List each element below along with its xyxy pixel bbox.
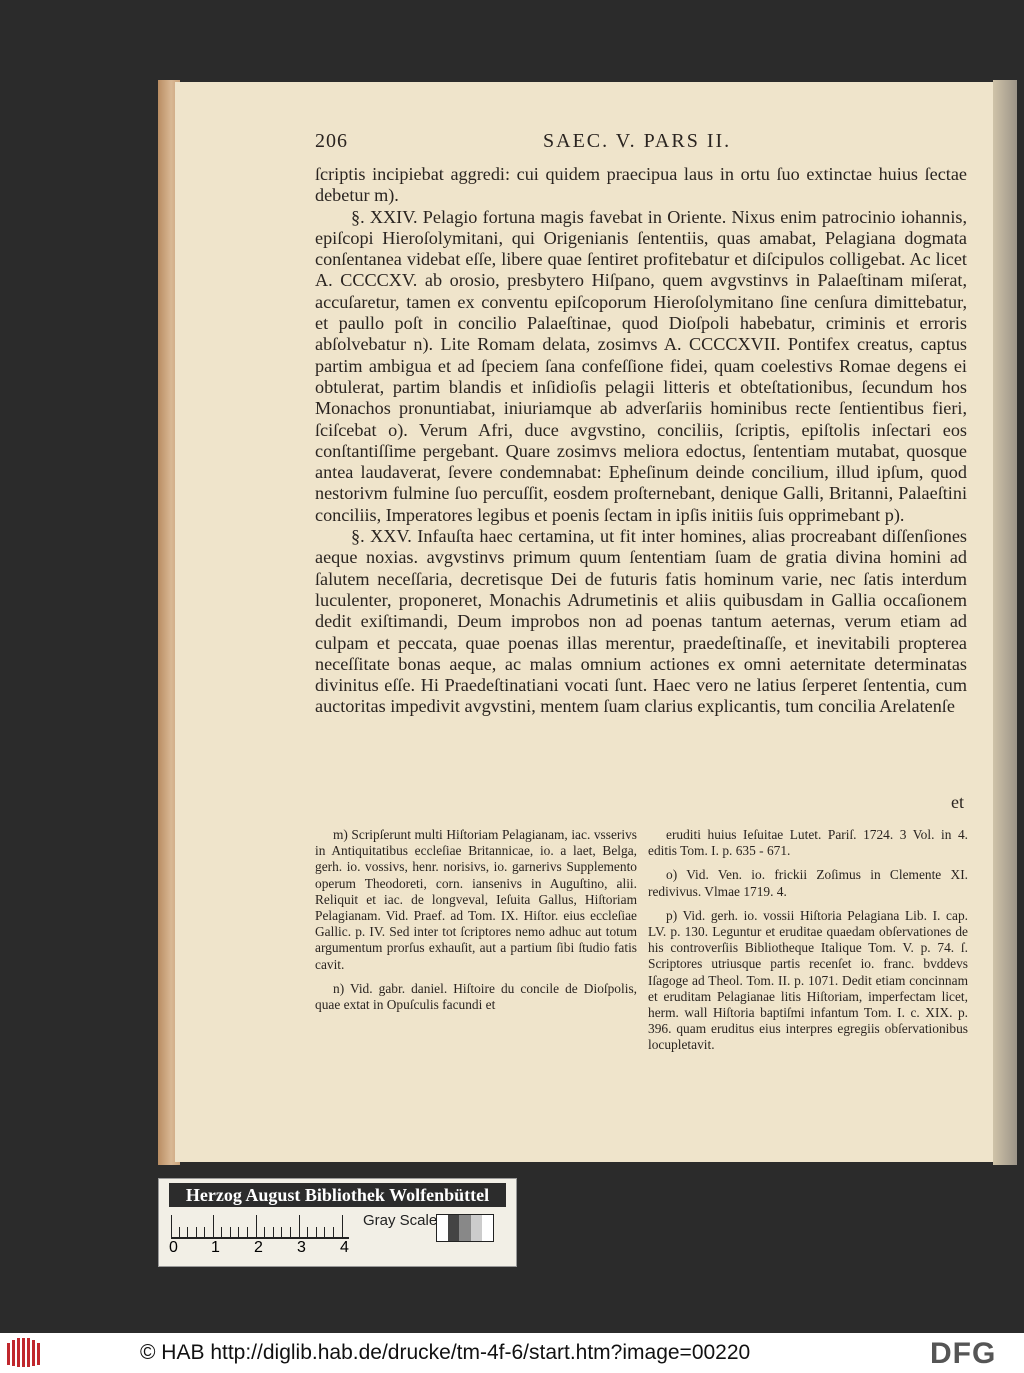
paragraph-section-24: §. XXIV. Pelagio fortuna magis favebat in Oriente. Nixus enim patrocinio iohannis, epiſcopi Hieroſolymitani, qui Origenianis ſententiis, quas amabat, Pelagiana dogmata conſentanea videbat eſſe, libere quae ſentiret profitebatur et diſcipulos colligebat. Ac licet A. CCCCXV. ab orosio, presbytero Hiſpano, quem avgvstinvs in Palaeſtinam miſerat, accuſaretur, tamen ex conventu epiſcoporum Hieroſolymitano ſine cenſura dimittebatur, et paullo poſt in concilio Palaeſtinae, quod Dioſpoli habebatur, criminis et erroris abſolvebatur n). Lite Romam delata, zosimvs A. CCCCXVII. Pontifex creatus, captus partim ambigua et ad ſpeciem ſana confeſſione fidei, quam coelestivs Romae degens ei obtulerat, partim blandis et inſidioſis pelagii litteris et obteſtationibus, ſecundum hos Monachos pronuntiabat, iniuriamque ab adverſariis hominibus recte ſentientibus fieri, ſciſcebat o). Verum Afri, duce avgvstino, conciliis, ſcriptis, epiſtolis inſectari eos conſtantiſſime pergebant. Quare zosimvs meliora edoctus, ſententiam mutabat, quosque antea laudaverat, ſevere condemnabat: Epheſinum deinde concilium, illud ipſum, quod nestorivm fulmine ſuo percuſſit, eosdem proſternebant, denique Galli, Britanni, Palaeſtini conciliis, Imperatores legibus et poenis ſectam in ipſis initiis ſuis opprimebant p). (315, 206, 967, 525)
gray-scale-swatches (436, 1214, 494, 1242)
next-page-edge (993, 80, 1017, 1165)
footnote-m: m) Scripſerunt multi Hiſtoriam Pelagianam, iac. vsserivs in Antiquitatibus eccleſiae Britannicae, io. a laet, Belga, gerh. io. vossivs, henr. norisivs, io. garnerivs Supplemento operum Theodoreti, corn. iansenivs in Auguſtino, alii. Reliquit et iac. de longveval, Ieſuita Gallus, Hiſtoriam Pelagianam. Vid. Praef. ad Tom. IX. Hiſtor. eius eccleſiae Gallic. p. IV. Sed inter tot ſcriptores nemo adhuc aut totum argumentum prorſus exhauſit, aut a partium ſibi ſtudio fatis cavit. (315, 827, 637, 972)
library-name: Herzog August Bibliothek Wolfenbüttel (169, 1183, 506, 1207)
footnote-n: n) Vid. gabr. daniel. Hiſtoire du concile de Dioſpolis, quae extat in Opuſculis facundi et (315, 980, 637, 1013)
footnotes-right-column (648, 827, 968, 1062)
footnotes-left-column (315, 827, 637, 1021)
paragraph-continuation: ſcriptis incipiebat aggredi: cui quidem praecipua laus in ortu ſuo extinctae huius ſectae debetur m). (315, 164, 967, 206)
book-page (175, 82, 993, 1162)
page-number: 206 (315, 130, 348, 152)
footer-bar (0, 1333, 1024, 1373)
footnote-n-continued: eruditi huius Ieſuitae Lutet. Pariſ. 1724. 3 Vol. in 4. editis Tom. I. p. 635 - 671. (648, 827, 968, 859)
ruler-number: 3 (297, 1239, 306, 1256)
footnote-p: p) Vid. gerh. io. vossii Hiſtoria Pelagiana Lib. I. cap. LV. p. 130. Leguntur et eruditae quaedam obſervationes de his controverſiis Bibliotheque Italique Tom. V. p. 74. ſ. Scriptores utriusque partis recenſet io. franc. bvddevs Iſagoge ad Theol. Tom. II. p. 1071. Dedit etiam concinnam et eruditam Pelagianae litis Hiſtoriam, imperfectam licet, herm. wall Hiſtoria baptiſmi infantum Tom. I. c. XIX. p. 396. quam eruditus eius interpres egregiis obſervationibus locupletavit. (648, 907, 968, 1053)
footer-link[interactable]: © HAB http://diglib.hab.de/drucke/tm-4f-6/start.htm?image=00220 (140, 1341, 751, 1364)
footnote-o: o) Vid. Ven. io. frickii Zoſimus in Clemente XI. redivivus. Vlmae 1719. 4. (648, 867, 968, 899)
ruler (171, 1213, 349, 1239)
main-text (315, 164, 967, 718)
ruler-number: 4 (340, 1239, 349, 1256)
library-scale-card (158, 1178, 517, 1267)
hab-logo-icon (6, 1337, 44, 1369)
paragraph-section-25: §. XXV. Infauſta haec certamina, ut fit inter homines, alias procreabant diſſenſiones aeque noxias. avgvstinvs primum quum ſententiam ſuam de gratia divina homini ad ſalutem neceſſaria, decretisque Dei de futuris fatis hominum varie, nec ſatis interdum luculenter, proponeret, Monachis Adrumetinis et aliis quibusdam in Gallia occaſionem dedit exiſtimandi, Deum improbos non ad poenas tantum aeternas, verum etiam ad culpam et peccata, quae poenas illas merentur, praedeſtinaſſe, et inevitabili propterea neceſſitate bonas aeque, ac malas omnium actiones ex omni aeternitate determinatas divinitus eſſe. Hi Praedeſtinatiani vocati ſunt. Haec vero ne latius ſerperet ſententia, cum auctoritas impedivit avgvstini, mentem ſuam clarius explicantis, tum concilia Arelatenſe (315, 526, 967, 717)
ruler-number: 0 (169, 1239, 178, 1256)
gray-scale-label: Gray Scale (363, 1212, 438, 1229)
ruler-number: 2 (254, 1239, 263, 1256)
catchword: et (951, 792, 964, 812)
dfg-logo: DFG (930, 1337, 997, 1370)
running-title: SAEC. V. PARS II. (543, 130, 732, 152)
ruler-number: 1 (211, 1239, 220, 1256)
